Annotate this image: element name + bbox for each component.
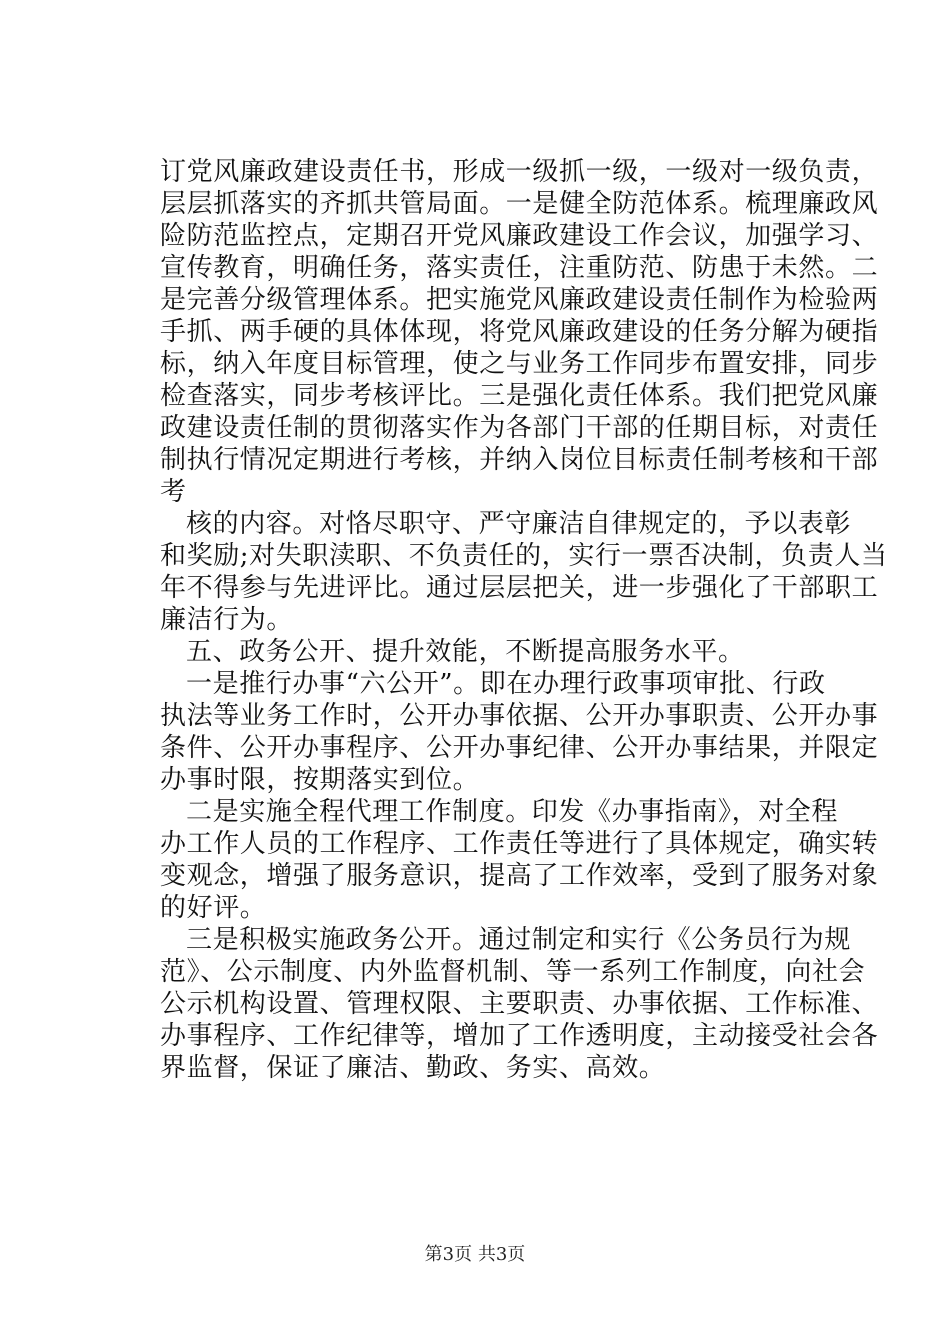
text-line: 办事程序、工作纪律等，增加了工作透明度，主动接受社会各 [160, 1021, 879, 1051]
text-line: 检查落实，同步考核评比。三是强化责任体系。我们把党风廉 [160, 381, 879, 411]
text-line: 险防范监控点，定期召开党风廉政建设工作会议，加强学习、 [160, 221, 879, 251]
text-line: 制执行情况定期进行考核，并纳入岗位目标责任制考核和干部 [160, 445, 879, 475]
text-line: 变观念，增强了服务意识，提高了工作效率，受到了服务对象 [160, 861, 879, 891]
document-body [160, 156, 888, 1084]
text-line: 考 [160, 477, 187, 507]
text-line: 和奖励;对失职渎职、不负责任的，实行一票否决制，负责人当 [160, 541, 888, 571]
text-line: 廉洁行为。 [160, 605, 294, 635]
text-line: 范》、公示制度、内外监督机制、等一系列工作制度，向社会 [160, 957, 866, 987]
text-line: 手抓、两手硬的具体体现，将党风廉政建设的任务分解为硬指 [160, 317, 879, 347]
text-line: 执法等业务工作时，公开办事依据、公开办事职责、公开办事 [160, 701, 879, 731]
text-line: 订党风廉政建设责任书，形成一级抓一级，一级对一级负责， [160, 157, 879, 187]
text-line: 界监督，保证了廉洁、勤政、务实、高效。 [160, 1053, 666, 1083]
page-number-footer: 第3页 共3页 [424, 1244, 526, 1265]
text-line: 办事时限，按期落实到位。 [160, 765, 480, 795]
text-line: 条件、公开办事程序、公开办事纪律、公开办事结果，并限定 [160, 733, 879, 763]
text-line: 层层抓落实的齐抓共管局面。一是健全防范体系。梳理廉政风 [160, 189, 879, 219]
paragraph-start-line: 三是积极实施政务公开。通过制定和实行《公务员行为规 [186, 925, 852, 955]
text-line: 标，纳入年度目标管理，使之与业务工作同步布置安排，同步 [160, 349, 879, 379]
paragraph-start-line: 二是实施全程代理工作制度。印发《办事指南》，对全程 [186, 797, 839, 827]
text-line: 的好评。 [160, 893, 267, 923]
text-line: 政建设责任制的贯彻落实作为各部门干部的任期目标，对责任 [160, 413, 879, 443]
text-line: 办工作人员的工作程序、工作责任等进行了具体规定，确实转 [160, 829, 879, 859]
paragraph-start-line: 一是推行办事“六公开”。即在办理行政事项审批、行政 [186, 669, 826, 699]
section-heading: 五、政务公开、提升效能，不断提高服务水平。 [186, 637, 745, 667]
paragraph-start-line: 核的内容。对恪尽职守、严守廉洁自律规定的，予以表彰 [186, 509, 852, 539]
text-line: 是完善分级管理体系。把实施党风廉政建设责任制作为检验两 [160, 285, 879, 315]
text-line: 年不得参与先进评比。通过层层把关，进一步强化了干部职工 [160, 573, 879, 603]
text-line: 公示机构设置、管理权限、主要职责、办事依据、工作标准、 [160, 989, 879, 1019]
text-line: 宣传教育，明确任务，落实责任，注重防范、防患于未然。二 [160, 253, 879, 283]
